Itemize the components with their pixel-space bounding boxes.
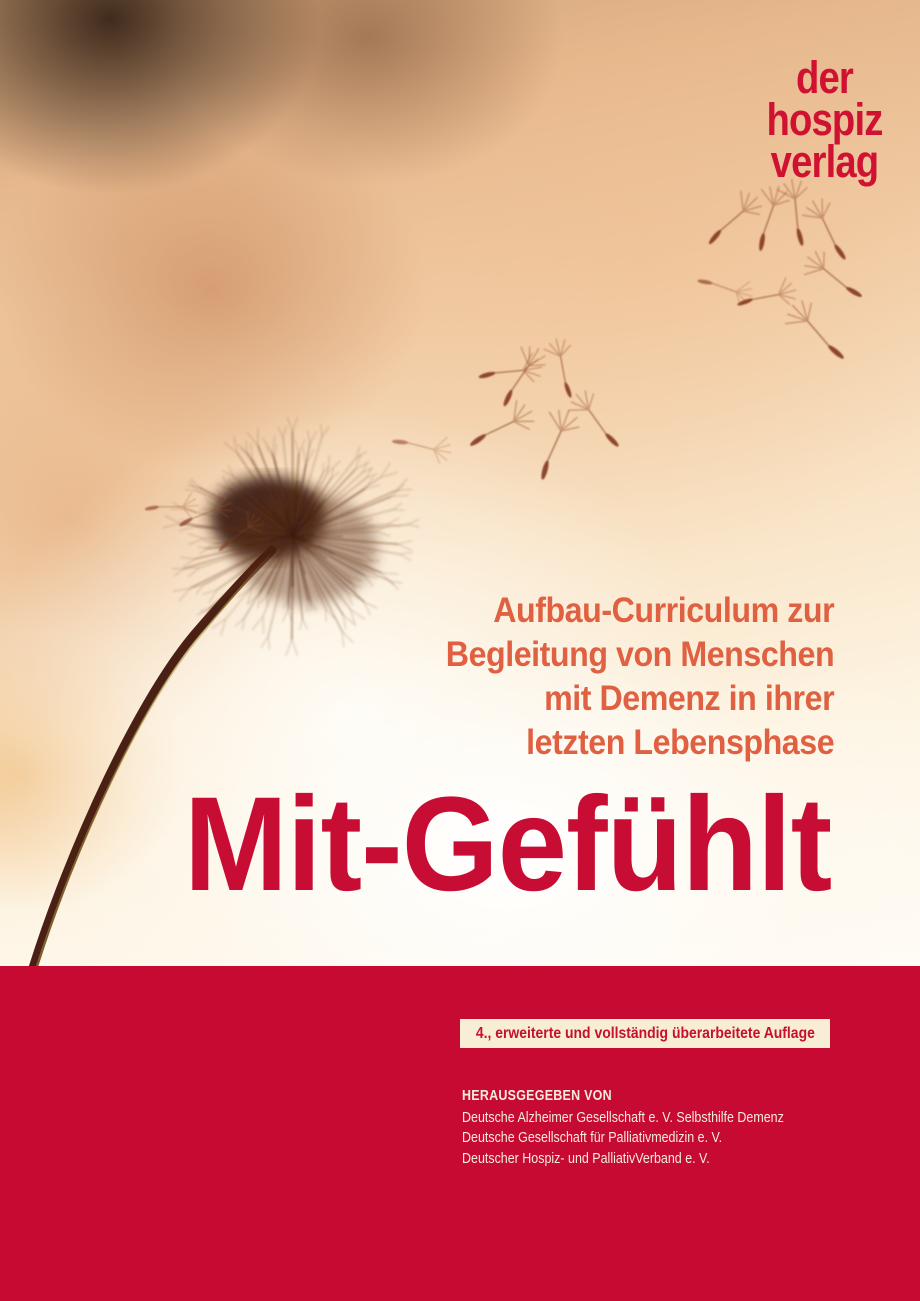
editors-heading: HERAUSGEGEBEN VON — [462, 1088, 612, 1104]
flying-seeds-cluster-top-right — [695, 176, 872, 367]
editor-line: Deutscher Hospiz- und PalliativVerband e. V. — [462, 1150, 710, 1167]
edition-badge — [460, 1019, 830, 1048]
publisher-logo-line: verlag — [770, 136, 878, 187]
editor-line: Deutsche Alzheimer Gesellschaft e. V. Selbsthilfe Demenz — [462, 1109, 784, 1126]
book-title: Mit-Gefühlt — [184, 770, 832, 919]
bottom-red-band — [0, 966, 920, 1301]
edition-badge-label: 4., erweiterte und vollständig überarbeitete Auflage — [475, 1024, 815, 1042]
subtitle-line: mit Demenz in ihrer — [543, 679, 834, 718]
subtitle-line: letzten Lebensphase — [526, 723, 834, 762]
publisher-logo — [765, 52, 882, 187]
book-subtitle — [446, 589, 834, 765]
publisher-logo-line: der — [795, 52, 853, 103]
subtitle-line: Begleitung von Menschen — [445, 635, 834, 674]
editor-line: Deutsche Gesellschaft für Palliativmedizin e. V. — [462, 1130, 723, 1146]
subtitle-line: Aufbau-Curriculum zur — [493, 591, 834, 630]
editors-block — [462, 1086, 784, 1169]
publisher-logo-line: hospiz — [765, 94, 882, 145]
flying-seeds-cluster-middle — [390, 335, 632, 485]
